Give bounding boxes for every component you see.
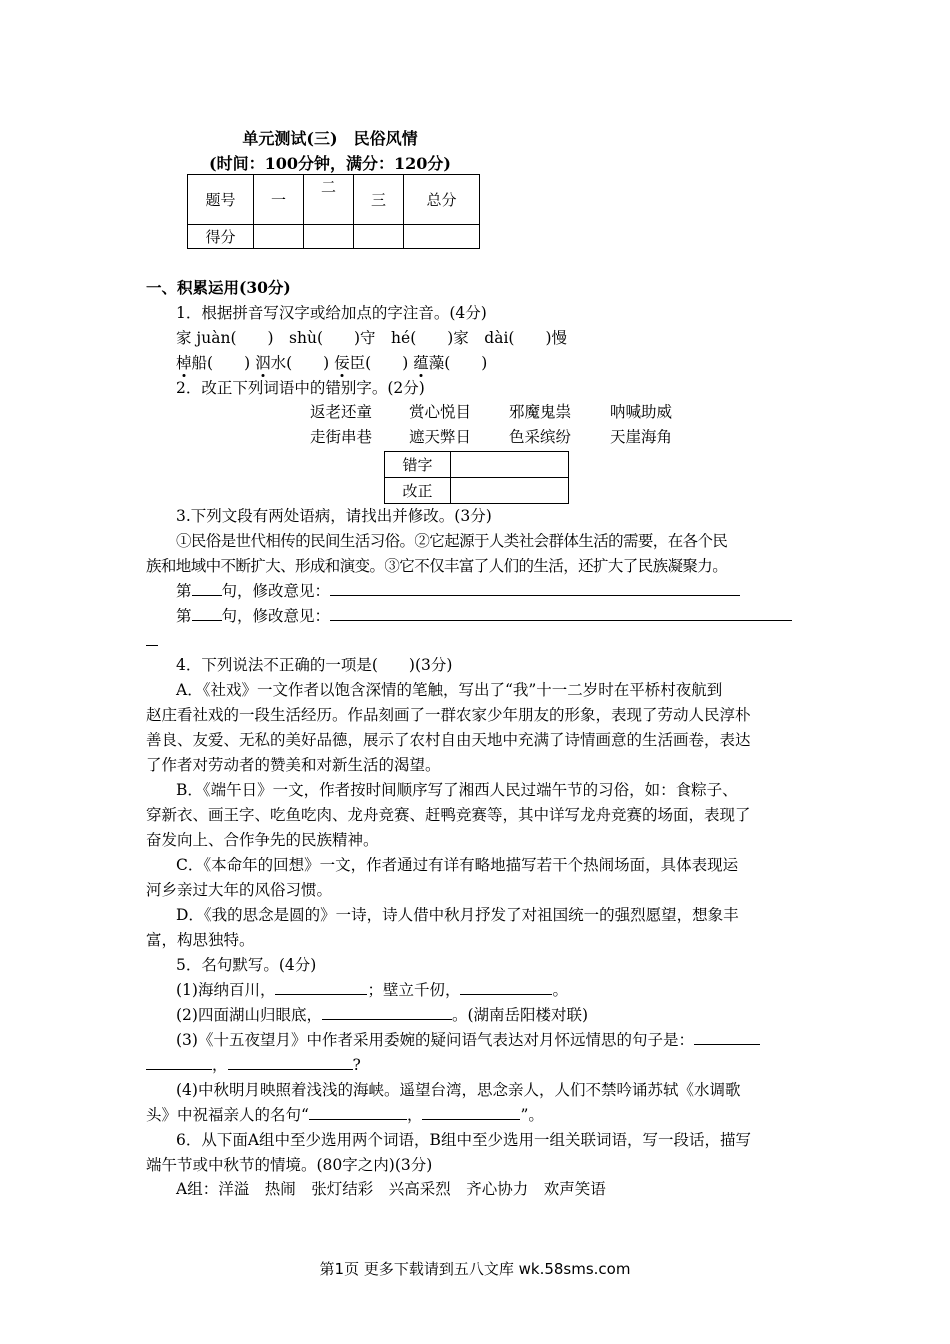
q3-paragraph: ①民俗是世代相传的民间生活习俗。②它起源于人类社会群体生活的需要，在各个民 (176, 532, 728, 550)
q2-stem: 2．改正下列词语中的错别字。(2分) (176, 379, 425, 397)
q5-item (176, 979, 568, 1001)
q5-text: (3)《十五夜望月》中作者采用委婉的疑问语气表达对月怀远情思的句子是： (176, 1031, 694, 1049)
q2-word: 天崖海角 (610, 428, 673, 446)
q3-answer-mid: 句，修改意见： (221, 607, 331, 625)
q1-word-rest: 水( ) (270, 354, 330, 372)
poem-blank[interactable] (694, 1030, 760, 1045)
q4-option-text: 赵庄看社戏的一段生活经历。作品刻画了一群农家少年朋友的形象，表现了劳动人民淳朴 (146, 706, 751, 724)
dotted-char: 棹 (176, 354, 192, 372)
q3-answer-line (176, 580, 740, 602)
q2-word: 赏心悦目 (409, 403, 472, 421)
q2-word: 返老还童 (310, 403, 373, 421)
q4-option-text: D．《我的思念是圆的》一诗，诗人借中秋月抒发了对祖国统一的强烈愿望，想象丰 (176, 906, 739, 924)
score-cell[interactable] (254, 225, 304, 249)
q5-text: ， (406, 1106, 423, 1124)
q3-stem: 3.下列文段有两处语病，请找出并修改。(3分) (176, 507, 492, 525)
poem-blank[interactable] (275, 980, 367, 995)
revision-blank[interactable] (146, 631, 158, 646)
q4-stem: 4．下列说法不正确的一项是( )(3分) (176, 656, 453, 674)
poem-blank[interactable] (460, 980, 552, 995)
q2-word: 色采缤纷 (509, 428, 572, 446)
q5-text: ， (212, 1056, 228, 1074)
q5-text: 。 (552, 981, 568, 999)
score-table-header-cell: 三 (354, 175, 404, 225)
q3-answer-prefix: 第 (176, 582, 192, 600)
q2-word: 遮天弊日 (409, 428, 472, 446)
poem-blank[interactable] (322, 1005, 452, 1020)
poem-blank[interactable] (309, 1105, 407, 1120)
dotted-char: 佞 (334, 354, 350, 372)
q5-text: 头》中祝福亲人的名句“ (146, 1106, 309, 1124)
score-table-header-cell: 二 (304, 175, 354, 225)
q5-item-continuation (146, 1054, 361, 1076)
correction-cell[interactable] (451, 478, 569, 504)
q1-stem: 1．根据拼音写汉字或给加点的字注音。(4分) (176, 304, 487, 322)
sentence-number-blank[interactable] (192, 581, 222, 596)
correction-label: 改正 (385, 478, 451, 504)
q2-word: 呐喊助威 (610, 403, 673, 421)
poem-blank[interactable] (146, 1055, 212, 1070)
q5-item (176, 1004, 588, 1026)
q6-stem: 端午节或中秋节的情境。(80字之内)(3分) (146, 1156, 433, 1174)
correction-cell[interactable] (451, 452, 569, 478)
q1-word-rest: 藻( ) (428, 354, 488, 372)
score-row-label: 得分 (188, 225, 254, 249)
score-cell[interactable] (354, 225, 404, 249)
score-table-header-cell: 一 (254, 175, 304, 225)
q1-line2 (176, 352, 487, 374)
page-footer: 第1页 更多下载请到五八文库 wk.58sms.com (319, 1260, 631, 1278)
q3-answer-mid: 句，修改意见： (221, 582, 331, 600)
q2-word: 邪魔鬼祟 (509, 403, 572, 421)
section-heading: 一、积累运用(30分) (146, 278, 291, 297)
score-cell[interactable] (404, 225, 480, 249)
q4-option-text: 穿新衣、画王字、吃鱼吃肉、龙舟竞赛、赶鸭竞赛等，其中详写龙舟竞赛的场面，表现了 (146, 806, 751, 824)
q5-stem: 5．名句默写。(4分) (176, 956, 317, 974)
page-title: 单元测试(三) 民俗风情 (242, 129, 418, 148)
dotted-char: 蕴 (413, 354, 429, 372)
q4-option-text: A．《社戏》一文作者以饱含深情的笔触，写出了“我”十一二岁时在平桥村夜航到 (176, 681, 723, 699)
q1-line1: 家 juàn( ) shù( )守 hé( )家 dài( )慢 (176, 329, 568, 347)
q3-answer-continuation (146, 630, 158, 652)
dotted-char: 泅 (255, 354, 271, 372)
q5-text: ? (352, 1056, 361, 1074)
poem-blank[interactable] (228, 1055, 353, 1070)
q4-option-text: B．《端午日》一文，作者按时间顺序写了湘西人民过端午节的习俗，如：食粽子、 (176, 781, 738, 799)
score-table-header-cell: 总分 (404, 175, 480, 225)
correction-label: 错字 (385, 452, 451, 478)
q5-text: ；壁立千仞， (367, 981, 461, 999)
q6-group-a: A组：洋溢 热闹 张灯结彩 兴高采烈 齐心协力 欢声笑语 (176, 1180, 606, 1198)
q5-item-continuation (146, 1104, 544, 1126)
score-table (187, 174, 480, 249)
q6-stem: 6．从下面A组中至少选用两个词语，B组中至少选用一组关联词语，写一段话，描写 (176, 1131, 751, 1149)
sentence-number-blank[interactable] (192, 606, 222, 621)
q5-text: (2)四面湖山归眼底， (176, 1006, 322, 1024)
revision-blank[interactable] (330, 606, 792, 621)
q4-option-text: 善良、友爱、无私的美好品德，展示了农村自由天地中充满了诗情画意的生活画卷，表达 (146, 731, 751, 749)
q2-word: 走街串巷 (310, 428, 373, 446)
q4-option-text: 奋发向上、合作争先的民族精神。 (146, 831, 379, 849)
q5-text: ”。 (520, 1106, 544, 1124)
revision-blank[interactable] (330, 581, 740, 596)
score-table-header-cell: 题号 (188, 175, 254, 225)
q3-answer-prefix: 第 (176, 607, 192, 625)
q4-option-text: 河乡亲过大年的风俗习惯。 (146, 881, 333, 899)
q5-item (176, 1029, 760, 1051)
q4-option-text: C．《本命年的回想》一文，作者通过有详有略地描写若干个热闹场面，具体表现运 (176, 856, 739, 874)
q5-text: 。(湖南岳阳楼对联) (451, 1006, 589, 1024)
q5-text: (1)海纳百川， (176, 981, 276, 999)
exam-subtitle: (时间：100分钟，满分：120分) (209, 154, 451, 173)
q4-option-text: 富，构思独特。 (146, 931, 255, 949)
correction-table (384, 451, 569, 504)
poem-blank[interactable] (422, 1105, 520, 1120)
score-cell[interactable] (304, 225, 354, 249)
q3-answer-line (176, 605, 792, 627)
q1-word-rest: 船( ) (191, 354, 251, 372)
q5-item: (4)中秋明月映照着浅浅的海峡。遥望台湾，思念亲人，人们不禁吟诵苏轼《水调歌 (176, 1081, 741, 1099)
q3-paragraph: 族和地域中不断扩大、形成和演变。③它不仅丰富了人们的生活，还扩大了民族凝聚力。 (146, 557, 728, 575)
q1-word-rest: 臣( ) (349, 354, 409, 372)
q4-option-text: 了作者对劳动者的赞美和对新生活的渴望。 (146, 756, 441, 774)
